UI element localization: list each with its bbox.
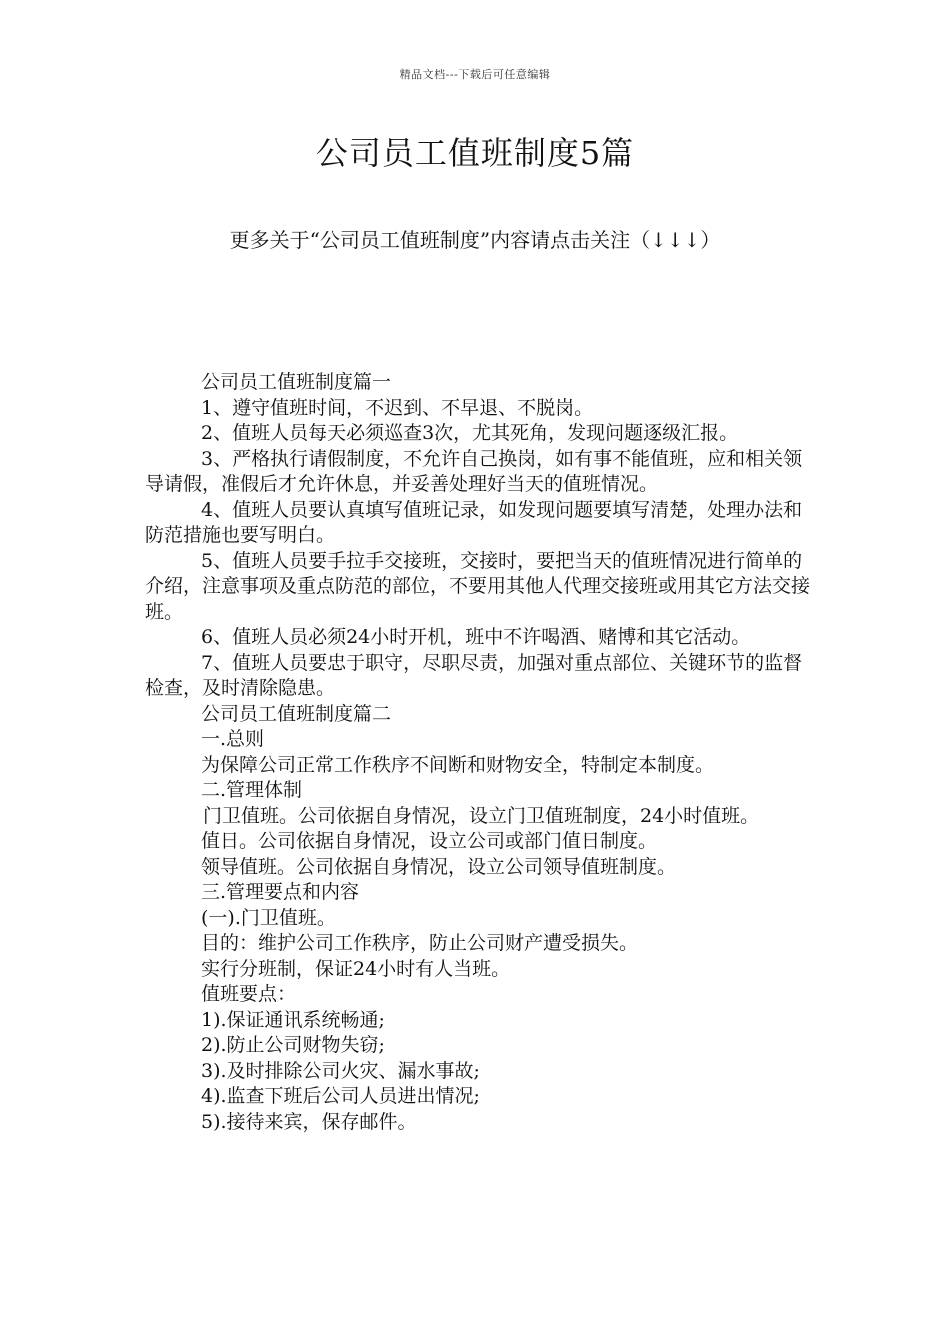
list-item: 4).监查下班后公司人员进出情况;	[201, 1085, 480, 1107]
subsection-heading: (一).门卫值班。	[201, 906, 336, 929]
paragraph: 实行分班制，保证24小时有人当班。	[201, 957, 511, 980]
paragraph: 3、严格执行请假制度，不允许自己换岗，如有事不能值班，应和相关领导请假，准假后才允许休息，并妥善处理好当天的值班情况。	[145, 447, 803, 495]
paragraph: 领导值班。公司依据自身情况，设立公司领导值班制度。	[201, 855, 677, 878]
section-heading: 公司员工值班制度篇一	[201, 371, 392, 393]
paragraph: 值班要点：	[201, 983, 297, 1005]
promo-line	[0, 224, 950, 253]
document-title: 公司员工值班制度5篇	[315, 134, 635, 172]
section-heading: 公司员工值班制度篇二	[201, 702, 392, 725]
paragraph: 为保障公司正常工作秩序不间断和财物安全，特制定本制度。	[201, 753, 715, 776]
paragraph: 2、值班人员每天必须巡查3次，尤其死角，发现问题逐级汇报。	[201, 422, 739, 444]
paragraph: 4、值班人员要认真填写值班记录，如发现问题要填写清楚，处理办法和防范措施也要写明白。	[145, 498, 803, 546]
paragraph: 值日。公司依据自身情况，设立公司或部门值日制度。	[201, 830, 658, 852]
document-body	[145, 370, 810, 1135]
paragraph: 6、值班人员必须24小时开机，班中不许喝酒、赌博和其它活动。	[201, 626, 751, 648]
subsection-heading: 二.管理体制	[201, 779, 303, 801]
list-item: 5).接待来宾，保存邮件。	[201, 1110, 417, 1133]
subsection-heading: 三.管理要点和内容	[201, 881, 360, 903]
subsection-heading: 一.总则	[201, 728, 265, 750]
list-item: 3).及时排除公司火灾、漏水事故;	[201, 1059, 480, 1082]
paragraph: 1、遵守值班时间，不迟到、不早退、不脱岗。	[201, 396, 594, 419]
follow-link[interactable]: 更多关于“公司员工值班制度”内容请点击关注（↓↓↓）	[229, 228, 721, 252]
paragraph: 5、值班人员要手拉手交接班，交接时，要把当天的值班情况进行简单的介绍，注意事项及重点防范的部位，不要用其他人代理交接班或用其它方法交接班。	[145, 549, 811, 623]
paragraph: 7、值班人员要忠于职守，尽职尽责，加强对重点部位、关键环节的监督检查，及时清除隐患。	[145, 651, 803, 699]
header-note: 精品文档---下载后可任意编辑	[399, 68, 551, 81]
paragraph: 目的：维护公司工作秩序，防止公司财产遭受损失。	[201, 932, 639, 954]
list-item: 1).保证通讯系统畅通;	[201, 1008, 385, 1031]
paragraph: 门卫值班。公司依据自身情况，设立门卫值班制度，24小时值班。	[203, 804, 760, 827]
list-item: 2).防止公司财物失窃;	[201, 1034, 385, 1056]
